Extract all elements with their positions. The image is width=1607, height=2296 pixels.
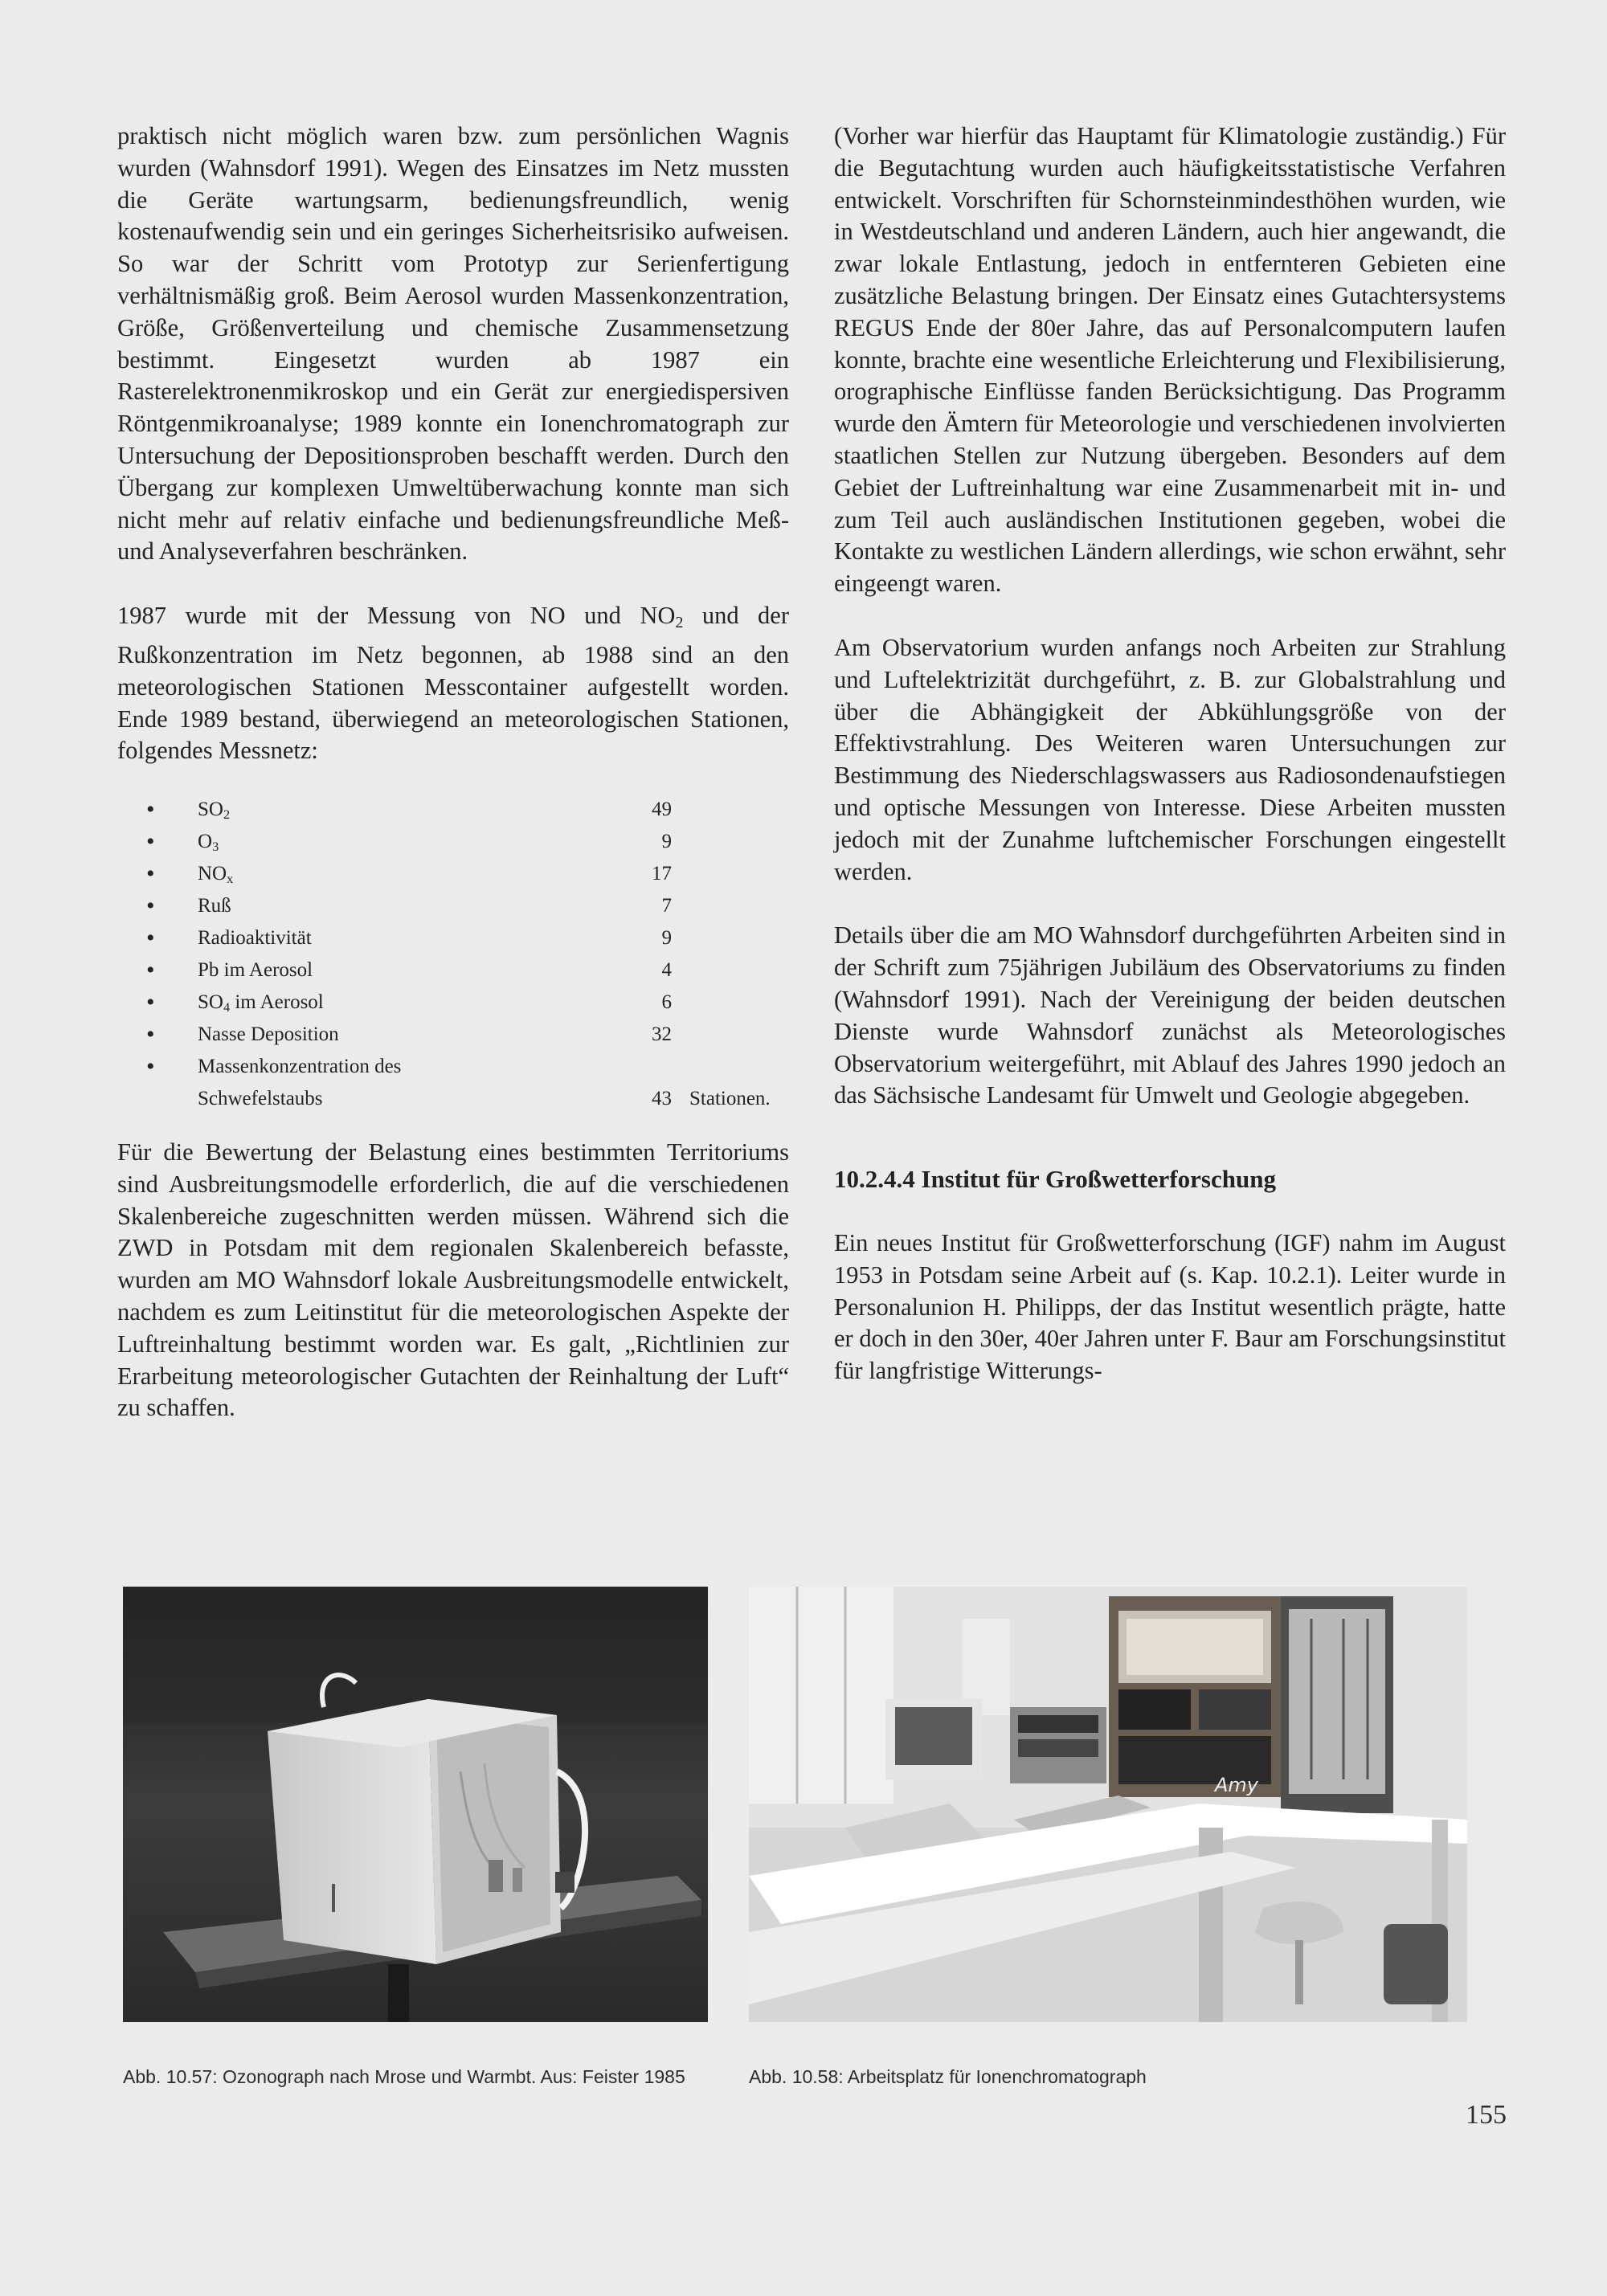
no2-subscript: 2 bbox=[675, 614, 684, 632]
right-paragraph-4: Ein neues Institut für Großwetterforschung (IGF) nahm im August 1953 in Potsdam seine Arbeit auf (s. Kap. 10.2.1). Leiter wurde in Personalunion H. Philipps, der das Institut wesentlich prägte, hatte er doch in den 30er, 40er Jahren unter F. Baur am Forschungsinstitut für langfristige Witterungs- bbox=[834, 1228, 1506, 1385]
section-heading: 10.2.4.4 Institut für Großwetterforschung bbox=[834, 1165, 1276, 1194]
station-list bbox=[117, 794, 789, 1115]
ozonograph-photo bbox=[123, 1587, 708, 2022]
bullet-icon: • bbox=[146, 893, 155, 920]
list-item bbox=[117, 954, 789, 987]
list-item bbox=[117, 1051, 789, 1115]
station-label: $SO_2$ bbox=[198, 799, 231, 823]
bullet-icon: • bbox=[146, 828, 155, 856]
station-count: 4 bbox=[661, 959, 672, 982]
station-count: 17 bbox=[652, 863, 672, 885]
list-item bbox=[117, 987, 789, 1019]
station-count: 7 bbox=[661, 895, 672, 917]
station-label: Massenkonzentration des Schwefelstaubs bbox=[198, 1056, 402, 1110]
station-suffix: Stationen. bbox=[689, 1088, 771, 1110]
bullet-icon: • bbox=[146, 796, 155, 823]
station-label: Radioaktivität bbox=[198, 927, 312, 950]
left-paragraph-3: Für die Bewertung der Belastung eines bestimmten Territoriums sind Ausbreitungsmodelle erforderlich, die auf die verschiedenen Skalenbereiche zugeschnitten werden müssen. Während sich die ZWD in Potsdam mit dem regionalen Skalenbereich befasste, wurden am MO Wahnsdorf lokale Ausbreitungsmodelle entwickelt, nachdem es zum Leitinstitut für die meteorologischen Aspekte der Luftreinhaltung bestimmt worden war. Es galt, „Richtlinien zur Erarbeitung meteorologischer Gutachten der Reinhaltung der Luft“ zu schaffen. bbox=[117, 1138, 789, 1422]
left-paragraph-2-start: 1987 wurde mit der Messung von NO und NO bbox=[117, 602, 676, 630]
station-count: 6 bbox=[661, 991, 672, 1014]
device-label: Amy bbox=[1215, 1774, 1258, 1796]
bullet-icon: • bbox=[146, 860, 155, 888]
bullet-icon: • bbox=[146, 989, 155, 1016]
station-label: Pb im Aerosol bbox=[198, 959, 313, 982]
ozonograph-photo-drawing bbox=[123, 1587, 708, 2022]
station-count: 9 bbox=[661, 831, 672, 853]
station-count: 49 bbox=[652, 799, 672, 821]
right-paragraph-2: Am Observatorium wurden anfangs noch Arbeiten zur Strahlung und Luftelektrizität durchgeführt, z. B. zur Globalstrahlung und über die Abhängigkeit der Abkühlungsgröße von der Effektivstrahlung. Des Weiteren waren Untersuchungen zur Bestimmung des Niederschlagswassers aus Radiosondenaufstiegen und optische Messungen von Interesse. Diese Arbeiten mussten jedoch mit der Zunahme luftchemischer Forschungen eingestellt werden. bbox=[834, 633, 1506, 885]
list-item bbox=[117, 922, 789, 954]
right-paragraph-3: Details über die am MO Wahnsdorf durchgeführten Arbeiten sind in der Schrift zum 75jährigen Jubiläum des Observatoriums zu finden (Wahnsdorf 1991). Nach der Vereinigung der beiden deutschen Dienste wurde Wahnsdorf zunächst als Meteorologisches Observatorium weitergeführt, mit Ablauf des Jahres 1990 jedoch an das Sächsische Landesamt für Umwelt und Geologie abgegeben. bbox=[834, 921, 1506, 1109]
bullet-icon: • bbox=[146, 1021, 155, 1048]
list-item bbox=[117, 1019, 789, 1051]
station-label: Nasse Deposition bbox=[198, 1023, 339, 1046]
left-paragraph-2 bbox=[117, 600, 789, 767]
list-item bbox=[117, 794, 789, 826]
left-paragraph-1: praktisch nicht möglich waren bzw. zum persönlichen Wagnis wurden (Wahnsdorf 1991). Wegen des Einsatzes im Netz mussten die Geräte wartungsarm, bedienungsfreundlich, wenig kostenaufwendig sein und ein geringes Sicherheitsrisiko aufweisen. So war der Schritt vom Prototyp zur Serienfertigung verhältnismäßig groß. Beim Aerosol wurden Massenkonzentration, Größe, Größenverteilung und chemische Zusammensetzung bestimmt. Eingesetzt wurden ab 1987 ein Rasterelektronenmikroskop und ein Gerät zur energiedispersiven Röntgenmikroanalyse; 1989 konnte ein Ionenchromatograph zur Untersuchung der Depositionsproben beschafft werden. Durch den Übergang zur komplexen Umweltüberwachung konnte man sich nicht mehr auf relativ einfache und bedienungsfreundliche Meß- und Analyseverfahren beschränken. bbox=[117, 122, 789, 566]
page-number: 155 bbox=[1466, 2100, 1507, 2130]
list-item bbox=[117, 858, 789, 890]
list-item bbox=[117, 890, 789, 922]
figure-caption-2: Abb. 10.58: Arbeitsplatz für Ionenchromatograph bbox=[749, 2066, 1147, 2087]
list-item bbox=[117, 826, 789, 858]
workstation-photo bbox=[749, 1587, 1467, 2022]
station-label: $SO_4$ im Aerosol bbox=[198, 991, 324, 1015]
station-label: $NO_x$ bbox=[198, 863, 234, 887]
bullet-icon: • bbox=[146, 1053, 155, 1081]
left-column bbox=[117, 121, 789, 1424]
left-paragraph-2-end: und der Rußkonzentration im Netz begonnen, ab 1988 sind an den meteorologischen Stationen Messcontainer aufgestellt worden. Ende 1989 bestand, überwiegend an meteorologischen Stationen, folgendes Messnetz: bbox=[117, 602, 789, 765]
bullet-icon: • bbox=[146, 957, 155, 984]
right-paragraph-1: (Vorher war hierfür das Hauptamt für Klimatologie zuständig.) Für die Begutachtung wurden auch häufigkeitsstatistische Verfahren entwickelt. Vorschriften für Schornsteinmindesthöhen wurden, wie in Westdeutschland und anderen Ländern, auch hier angewandt, die zwar lokale Entlastung, jedoch in entfernteren Gebieten eine zusätzliche Belastung bringen. Der Einsatz eines Gutachtersystems REGUS Ende der 80er Jahre, das auf Personalcomputern laufen konnte, brachte eine wesentliche Erleichterung und Flexibilisierung, orographische Einflüsse fanden Berücksichtigung. Das Programm wurde den Ämtern für Meteorologie und verschiedenen involvierten staatlichen Stellen zur Nutzung übergeben. Besonders auf dem Gebiet der Luftreinhaltung war eine Zusammenarbeit mit in- und zum Teil auch ausländischen Institutionen gegeben, wobei die Kontakte zu westlichen Ländern allerdings, wie schon erwähnt, sehr eingeengt waren. bbox=[834, 122, 1506, 598]
bullet-icon: • bbox=[146, 925, 155, 952]
station-count: 43 bbox=[652, 1088, 672, 1110]
workstation-photo-drawing bbox=[749, 1587, 1467, 2022]
station-label: Ruß bbox=[198, 895, 231, 917]
station-label: $O_3$ bbox=[198, 831, 219, 855]
station-count: 9 bbox=[661, 927, 672, 950]
figure-caption-1: Abb. 10.57: Ozonograph nach Mrose und Warmbt. Aus: Feister 1985 bbox=[123, 2066, 685, 2087]
right-column bbox=[834, 121, 1506, 1387]
station-count: 32 bbox=[652, 1023, 672, 1046]
